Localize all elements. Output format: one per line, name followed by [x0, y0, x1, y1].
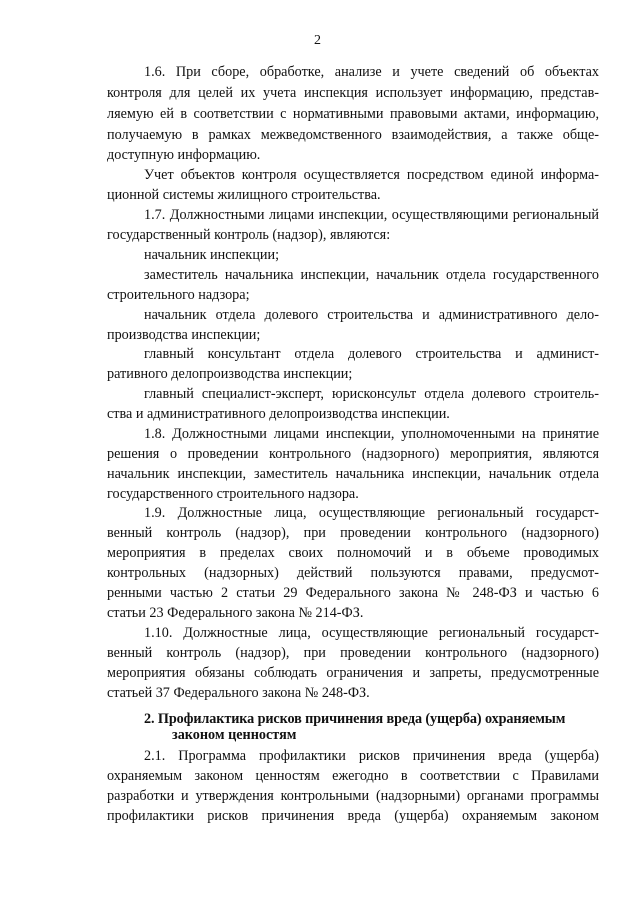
paragraph-line: решения о проведении контрольного (надзорного) мероприятия, являются: [107, 446, 599, 462]
paragraph-line: разработки и утверждения контрольными (надзорными) органами программы: [107, 788, 599, 804]
paragraph-line: Учет объектов контроля осуществляется посредством единой информа-: [144, 167, 599, 183]
paragraph-line: ренными частью 2 статьи 29 Федерального закона № 248-ФЗ и частью 6: [107, 585, 599, 601]
list-item-continuation: ративного делопроизводства инспекции;: [107, 366, 353, 382]
paragraph-line: статьи 23 Федерального закона № 214-ФЗ.: [107, 605, 364, 621]
paragraph-line: мероприятия обязаны соблюдать ограничения и запреты, предусмотренные: [107, 665, 599, 681]
paragraph-line: профилактики рисков причинения вреда (ущерба) охраняемым законом: [107, 808, 599, 824]
paragraph-line: государственный контроль (надзор), являются:: [107, 227, 391, 243]
list-item: начальник отдела долевого строительства и административного дело-: [144, 307, 599, 323]
page-number: 2: [314, 33, 321, 48]
paragraph-line: 1.9. Должностные лица, осуществляющие региональный государст-: [144, 505, 599, 521]
paragraph-line: охраняемым законом ценностям ежегодно в соответствии с Правилами: [107, 768, 599, 784]
list-item-continuation: ства и административного делопроизводства инспекции.: [107, 406, 450, 422]
paragraph-line: мероприятия в пределах своих полномочий и в объеме проводимых: [107, 545, 599, 561]
list-item: начальник инспекции;: [144, 247, 280, 263]
paragraph-line: государственного строительного надзора.: [107, 486, 359, 502]
paragraph-line: контроля для целей их учета инспекция использует информацию, представ-: [107, 85, 599, 101]
paragraph-line: 2.1. Программа профилактики рисков причинения вреда (ущерба): [144, 748, 599, 764]
paragraph-line: венный контроль (надзор), при проведении контрольного (надзорного): [107, 525, 599, 541]
paragraph-line: доступную информацию.: [107, 147, 261, 163]
paragraph-line: статьей 37 Федерального закона № 248-ФЗ.: [107, 685, 370, 701]
list-item: главный консультант отдела долевого строительства и админист-: [144, 346, 599, 362]
list-item-continuation: производства инспекции;: [107, 327, 261, 343]
list-item: главный специалист-эксперт, юрисконсульт отдела долевого строитель-: [144, 386, 599, 402]
paragraph-line: 1.8. Должностными лицами инспекции, уполномоченными на принятие: [144, 426, 599, 442]
paragraph-line: 1.10. Должностные лица, осуществляющие региональный государст-: [144, 625, 599, 641]
section-heading: законом ценностям: [172, 727, 297, 743]
paragraph-line: контрольных (надзорных) действий пользуются правами, предусмот-: [107, 565, 599, 581]
paragraph-line: 1.7. Должностными лицами инспекции, осуществляющими региональный: [144, 207, 599, 223]
paragraph-line: получаемую в рамках межведомственного взаимодействия, а также обще-: [107, 127, 599, 143]
list-item-continuation: строительного надзора;: [107, 287, 250, 303]
paragraph-line: ционной системы жилищного строительства.: [107, 187, 381, 203]
list-item: заместитель начальника инспекции, начальник отдела государственного: [144, 267, 599, 283]
paragraph-line: венный контроль (надзор), при проведении контрольного (надзорного): [107, 645, 599, 661]
paragraph-line: ляемую ей в соответствии с нормативными правовыми актами, информацию,: [107, 106, 599, 122]
paragraph-line: начальник инспекции, заместитель начальника инспекции, начальник отдела: [107, 466, 599, 482]
paragraph-line: 1.6. При сборе, обработке, анализе и учете сведений об объектах: [144, 64, 599, 80]
section-heading: 2. Профилактика рисков причинения вреда (ущерба) охраняемым: [144, 711, 566, 727]
